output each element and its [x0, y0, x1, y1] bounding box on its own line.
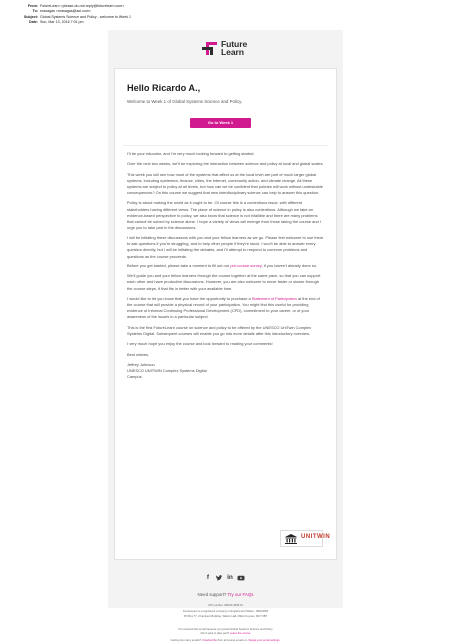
message-body: [127, 151, 325, 380]
go-to-week-button[interactable]: Go to Week 1: [190, 118, 251, 128]
signature-org: UNESCO UNITWIN Complex Systems Digital: [127, 367, 207, 373]
facebook-icon[interactable]: f: [206, 574, 210, 581]
paragraph-statement: [127, 296, 325, 320]
social-links: [204, 574, 248, 583]
pre-course-survey-link[interactable]: pre-course survey: [230, 262, 262, 268]
date-label: Date:: [29, 20, 38, 25]
subject-value: Global Systems Science and Policy - welcome to Week 1: [40, 14, 132, 19]
logo-text: [221, 40, 247, 57]
unsubscribe-link[interactable]: Unsubscribe: [201, 639, 217, 642]
paragraph-4: Policy is about making the world as it ought to be. Of course this is a contentious issue, with different stakeholders having different views. The place of science in policy is also contentious. Although we take an evidence-based perspective to policy, we also know that science is not infallible and there are many problems that cannot be solved by science alone. I hope a variety of views will emerge from those taking the course and I urge you to take part in the discussions.: [127, 200, 321, 230]
manage-text-pre: Getting too many emails?: [170, 639, 202, 642]
unesco-temple-icon: [285, 534, 297, 544]
leave-course-link[interactable]: Leave the course: [229, 632, 251, 635]
greeting-heading: Hello Ricardo A.,: [127, 83, 201, 93]
linkedin-icon[interactable]: in: [227, 574, 233, 581]
support-text: Need support?: [197, 592, 228, 597]
signature-name: Jeffrey Johnson: [127, 361, 155, 367]
email-header: [14, 4, 131, 26]
from-value: FutureLearn <please-do-not-reply@futurelearn.com>: [40, 4, 125, 8]
support-line: [108, 592, 343, 597]
survey-text-post: , if you haven't already done so.: [261, 262, 318, 268]
email-settings-link[interactable]: change your email settings: [247, 639, 280, 642]
statement-text-pre: I would like to let you know that you have the opportunity to purchase a: [127, 295, 252, 301]
faqs-link[interactable]: Try our FAQs: [227, 592, 254, 597]
statement-of-participation-link[interactable]: Statement of Participation: [251, 295, 297, 301]
paragraph-2: Over the next two weeks, we'll be exploring the interaction between science and policy at local and global scales.: [127, 161, 324, 167]
logo-line-2: Learn: [221, 47, 244, 58]
from-label: From:: [27, 4, 38, 8]
signature: [127, 362, 325, 380]
to-label: To:: [32, 9, 38, 14]
signature-org-2: Campus: [127, 374, 142, 380]
unesco-unitwin-logo: [280, 530, 331, 547]
twitter-icon[interactable]: [215, 574, 223, 582]
futurelearn-logo-icon: [202, 41, 218, 56]
manage-text-post: .: [279, 639, 281, 642]
statement-text-post: at the end of the course that will provide a physical record of your participation. You might find this useful for providing evidence of Informal Continuing Professional Development (CPD), commitment to your career, or of your awareness of the issues in a particular subject.: [127, 295, 320, 320]
paragraph-5: I will be initiating these discussions with you and your fellow learners as we go. Please feel welcome to use them to ask questions if you're struggling, and to help other people if they're stuck. I won't be able to answer every question directly, but I will be initiating the debates, and I'll attempt to respond to common problems and questions as the course proceeds.: [127, 235, 324, 259]
manage-text-mid: from all course emails or: [216, 639, 248, 642]
leave-course-line: [108, 632, 343, 636]
company-address: PO Box 77, Chambers Building, Walton Hall, Milton Keynes, MK7 6BT: [183, 615, 268, 618]
paragraph-8: I very much hope you enjoy the course and look forward to reading your comments!: [127, 341, 273, 347]
paragraph-survey: [127, 263, 325, 269]
paragraph-6: We'll guide you and your fellow learners through the course together at the same pace, so that you can support each other and have productive discussions. However, you are also welcome to move faster or slower through the course steps, if that fits in better with your available time.: [127, 273, 321, 291]
to-value: rnasagas <rnasagas@aol.com>: [40, 9, 91, 14]
reason-text: You received this email because you joined Global Systems Science and Policy.: [177, 628, 273, 631]
unitwin-mark: UNITWIN: [301, 534, 331, 540]
divider: [123, 145, 328, 146]
date-value: Sun, Mar 13, 2016 7:01 pm: [40, 20, 84, 25]
sign-off: Best wishes,: [127, 351, 150, 357]
survey-text-pre: Before you get started, please take a moment to fill out our: [127, 262, 231, 268]
email-date-row: [14, 20, 131, 25]
paragraph-7: This is the first FutureLearn course on science and policy to be offered by the UNESCO UniTwin Complex Systems Digital. Subsequent courses will enable you go into more details after this introductory overview.: [127, 324, 312, 336]
company-registration: FutureLearn is a registered company in England and Wales - 08324083: [182, 610, 269, 613]
youtube-icon[interactable]: [237, 574, 245, 582]
message-card: [114, 68, 337, 560]
futurelearn-logo[interactable]: [202, 40, 262, 60]
vat-number: VAT number: GB166 3068 61: [208, 604, 243, 607]
logo-line-1: Future: [221, 39, 248, 49]
welcome-line: Welcome to Week 1 of Global Systems Science and Policy.: [127, 99, 243, 104]
paragraph-1: I'll be your educator, and I'm very much looking forward to getting started.: [127, 151, 255, 156]
dont-want-text: Don't want to take part?: [200, 632, 230, 635]
email-settings-line: [108, 639, 343, 643]
email-body-frame: [108, 30, 343, 642]
paragraph-3: This week you will see how most of the systems that affect us at the local level are part of much larger global systems, including epidemics, finance, cities, the internet, community action, and climate change. All these systems are subject to policy at all levels, but how can we be confident that policies will work without undesirable consequences? On this course we suggest that new interdisciplinary science can help to answer this question.: [127, 171, 323, 196]
subject-label: Subject:: [23, 14, 38, 19]
